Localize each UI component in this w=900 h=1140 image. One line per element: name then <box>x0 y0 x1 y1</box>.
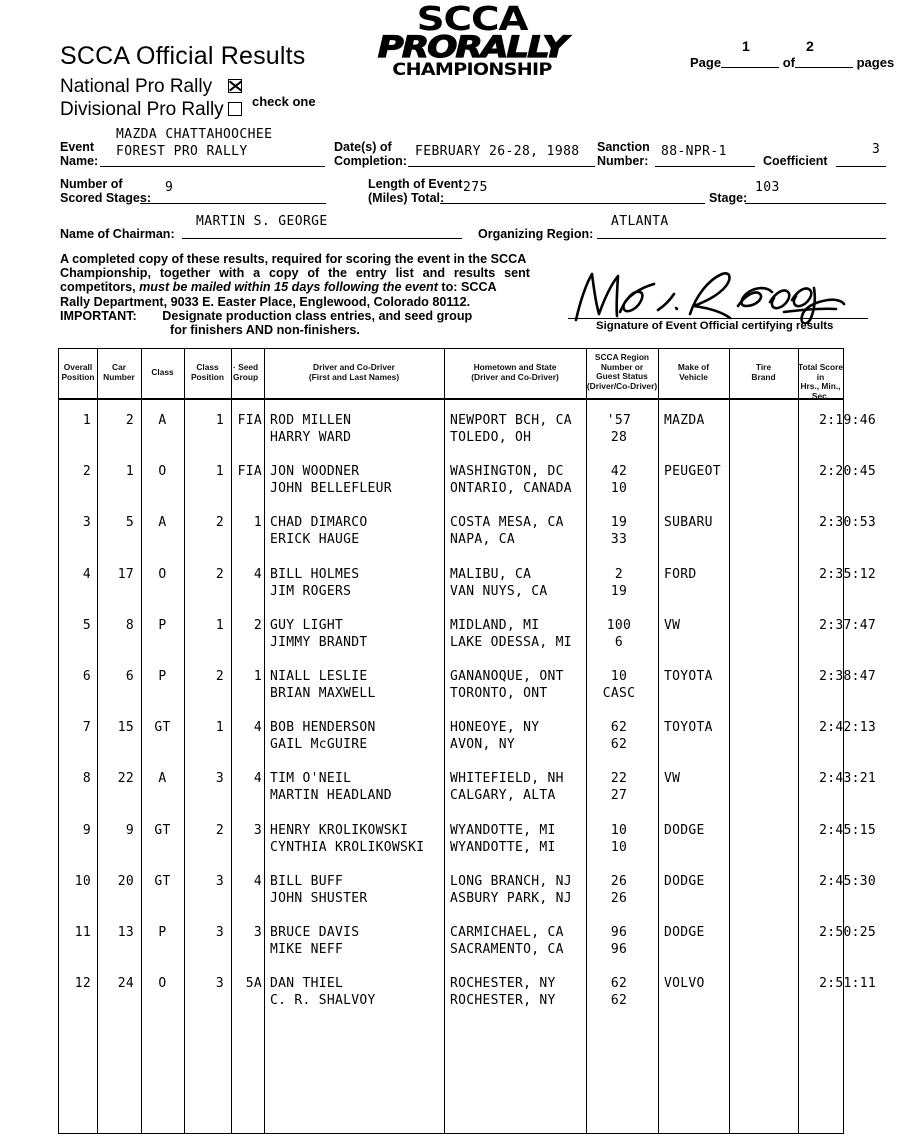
cell-codriver-name: MARTIN HEADLAND <box>270 788 392 804</box>
cell-codriver-name: HARRY WARD <box>270 430 352 445</box>
cell-class-position: 1 <box>215 720 224 736</box>
cell-class: O <box>158 464 167 480</box>
cell-driver-name: TIM O'NEIL <box>270 771 352 787</box>
cell-driver-hometown: LONG BRANCH, NJ <box>450 873 572 889</box>
cell-driver-hometown: MALIBU, CA <box>450 566 532 582</box>
cell-car-number: 5 <box>125 515 134 531</box>
cell-codriver-region: 33 <box>610 532 628 548</box>
notice-line-6: for finishers AND non-finishers. <box>170 323 360 338</box>
cell-class: O <box>158 976 167 992</box>
cell-overall-position: 5 <box>82 617 91 633</box>
column-header-class-position: Class Position <box>190 362 225 382</box>
cell-driver-hometown: ROCHESTER, NY <box>450 976 556 992</box>
stage-label: Stage: <box>709 191 748 205</box>
cell-class: P <box>158 925 167 940</box>
cell-driver-name: NIALL LESLIE <box>270 669 368 684</box>
notice-line-3-emphasis: must be mailed within 15 days following the event <box>139 280 438 295</box>
cell-driver-hometown: CARMICHAEL, CA <box>450 925 564 940</box>
cell-driver-region: 10 <box>610 669 628 684</box>
cell-class-position: 3 <box>215 976 224 992</box>
event-name-label-line2: Name: <box>60 154 99 168</box>
cell-total-score: 2:20:45 <box>819 464 876 480</box>
cell-driver-region: 100 <box>606 617 632 633</box>
signature-caption: Signature of Event Official certifying results <box>596 320 834 332</box>
cell-codriver-name: C. R. SHALVOY <box>270 993 376 1009</box>
column-header-drivers: Driver and Co-Driver (First and Last Names) <box>308 362 400 382</box>
cell-total-score: 2:38:47 <box>819 669 876 684</box>
cell-class: GT <box>154 822 171 838</box>
cell-total-score: 2:19:46 <box>819 413 876 428</box>
cell-codriver-name: CYNTHIA KROLIKOWSKI <box>270 839 425 855</box>
cell-codriver-region: 6 <box>614 634 624 650</box>
page-counter <box>690 55 894 70</box>
cell-vehicle-make: TOYOTA <box>664 720 713 736</box>
cell-vehicle-make: MAZDA <box>664 413 705 428</box>
cell-vehicle-make: VOLVO <box>664 976 705 992</box>
page-label: Page <box>690 55 722 70</box>
cell-vehicle-make: VW <box>664 617 681 633</box>
cell-vehicle-make: FORD <box>664 566 697 582</box>
cell-car-number: 13 <box>117 925 134 940</box>
cell-class-position: 2 <box>215 822 224 838</box>
cell-driver-hometown: HONEOYE, NY <box>450 720 540 736</box>
cell-class-position: 2 <box>215 515 224 531</box>
label-national-pro-rally: National Pro Rally <box>60 76 213 97</box>
cell-driver-hometown: COSTA MESA, CA <box>450 515 564 531</box>
sanction-label-line2: Number: <box>597 154 649 168</box>
cell-total-score: 2:50:25 <box>819 925 876 940</box>
cell-driver-region: 10 <box>610 822 628 838</box>
cell-driver-hometown: WYANDOTTE, MI <box>450 822 556 838</box>
cell-codriver-hometown: AVON, NY <box>450 737 516 753</box>
chairman-value: MARTIN S. GEORGE <box>196 214 328 229</box>
page-title: SCCA Official Results <box>60 42 306 70</box>
notice-line-3-c: to: SCCA <box>441 280 497 295</box>
cell-total-score: 2:45:15 <box>819 822 876 838</box>
cell-seed-group: 3 <box>253 822 262 838</box>
cell-total-score: 2:45:30 <box>819 873 876 889</box>
signature-line <box>568 318 868 319</box>
event-name-value-line1: MAZDA CHATTAHOOCHEE <box>116 127 273 142</box>
cell-car-number: 22 <box>117 771 134 787</box>
sanction-value: 88-NPR-1 <box>661 144 727 159</box>
event-name-label-line1: Event <box>60 140 95 154</box>
column-header-total-score: Total Score in Hrs., Min., Sec. <box>798 362 843 401</box>
cell-car-number: 20 <box>117 873 134 889</box>
cell-driver-name: BRUCE DAVIS <box>270 925 360 940</box>
cell-class-position: 2 <box>215 566 224 582</box>
cell-codriver-hometown: ASBURY PARK, NJ <box>450 890 572 906</box>
cell-overall-position: 12 <box>74 976 91 992</box>
coefficient-value: 3 <box>872 142 881 157</box>
column-header-car-number: Car Number <box>103 362 135 382</box>
col-divider-9 <box>729 349 730 1133</box>
cell-driver-region: '57 <box>606 413 632 428</box>
cell-class: GT <box>154 720 171 736</box>
cell-overall-position: 10 <box>74 873 91 889</box>
cell-driver-name: GUY LIGHT <box>270 617 344 633</box>
cell-codriver-region: 62 <box>610 993 628 1009</box>
notice-line-4: Rally Department, 9033 E. Easter Place, Englewood, Colorado 80112. <box>60 294 471 309</box>
cell-class: P <box>158 617 167 633</box>
scored-stages-value: 9 <box>165 180 174 195</box>
col-divider-6 <box>444 349 445 1133</box>
scca-prorally-championship-logo <box>372 0 572 82</box>
sanction-label-line1: Sanction <box>597 140 650 154</box>
cell-class-position: 3 <box>215 771 224 787</box>
cell-codriver-hometown: SACRAMENTO, CA <box>450 942 564 957</box>
check-x-icon <box>229 80 241 92</box>
cell-vehicle-make: PEUGEOT <box>664 464 721 480</box>
notice-line-2: Championship, together with a copy of the entry list and results sent <box>60 266 530 281</box>
cell-overall-position: 2 <box>82 464 91 480</box>
cell-codriver-name: JOHN BELLEFLEUR <box>270 481 392 497</box>
cell-codriver-hometown: TOLEDO, OH <box>450 430 532 445</box>
cell-total-score: 2:37:47 <box>819 617 876 633</box>
notice-important-label: IMPORTANT: <box>60 308 137 323</box>
cell-driver-name: BILL BUFF <box>270 873 344 889</box>
column-header-scca-region: SCCA Region Number or Guest Status (Driver/Co-Driver) <box>586 352 658 391</box>
cell-total-score: 2:51:11 <box>819 976 876 992</box>
cell-class: A <box>158 771 167 787</box>
cell-overall-position: 6 <box>82 669 91 684</box>
logo-text-championship: CHAMPIONSHIP <box>392 60 552 80</box>
column-header-overall-position: Overall Position <box>61 362 95 382</box>
cell-overall-position: 1 <box>82 413 91 428</box>
event-name-value-line2: FOREST PRO RALLY <box>116 144 248 159</box>
organizing-region-value: ATLANTA <box>611 214 669 229</box>
cell-driver-region: 62 <box>610 976 628 992</box>
cell-codriver-hometown: NAPA, CA <box>450 532 516 548</box>
column-header-class: Class <box>151 367 174 377</box>
chairman-label: Name of Chairman: <box>60 227 175 241</box>
length-label-line2: (Miles) Total: <box>368 191 445 205</box>
cell-codriver-region: 10 <box>610 481 628 497</box>
cell-driver-hometown: MIDLAND, MI <box>450 617 540 633</box>
cell-car-number: 17 <box>117 566 134 582</box>
cell-vehicle-make: DODGE <box>664 822 705 838</box>
cell-car-number: 15 <box>117 720 134 736</box>
cell-class-position: 3 <box>215 873 224 889</box>
cell-class-position: 2 <box>215 669 224 684</box>
cell-codriver-region: 27 <box>610 788 628 804</box>
cell-vehicle-make: SUBARU <box>664 515 713 531</box>
cell-car-number: 8 <box>125 617 134 633</box>
cell-total-score: 2:43:21 <box>819 771 876 787</box>
cell-overall-position: 7 <box>82 720 91 736</box>
cell-class: P <box>158 669 167 684</box>
cell-codriver-hometown: CALGARY, ALTA <box>450 788 556 804</box>
cell-codriver-name: MIKE NEFF <box>270 942 344 957</box>
cell-codriver-region: 28 <box>610 430 628 445</box>
cell-total-score: 2:30:53 <box>819 515 876 531</box>
cell-car-number: 9 <box>125 822 134 838</box>
cell-seed-group: FIA <box>237 413 262 428</box>
cell-vehicle-make: DODGE <box>664 925 705 940</box>
cell-class-position: 3 <box>215 925 224 940</box>
cell-class: O <box>158 566 167 582</box>
label-divisional-pro-rally: Divisional Pro Rally <box>60 99 224 120</box>
cell-codriver-region: CASC <box>602 686 636 701</box>
cell-seed-group: 4 <box>253 566 262 582</box>
cell-overall-position: 8 <box>82 771 91 787</box>
page-of-label: of <box>782 55 795 70</box>
scored-stages-label-line1: Number of <box>60 177 123 191</box>
cell-seed-group: 2 <box>253 617 262 633</box>
cell-codriver-region: 96 <box>610 942 628 957</box>
cell-codriver-region: 62 <box>610 737 628 753</box>
column-header-tire-brand: Tire Brand <box>751 362 776 382</box>
column-header-seed-group: · Seed Group <box>233 362 259 382</box>
cell-overall-position: 11 <box>74 925 91 940</box>
cell-vehicle-make: TOYOTA <box>664 669 713 684</box>
notice-line-5 <box>60 309 530 323</box>
cell-class: GT <box>154 873 171 889</box>
cell-seed-group: FIA <box>237 464 262 480</box>
notice-line-1: A completed copy of these results, required for scoring the event in the SCCA <box>60 252 527 266</box>
notice-line-3-a: competitors, <box>60 280 136 295</box>
cell-codriver-hometown: ONTARIO, CANADA <box>450 481 572 497</box>
cell-driver-name: BILL HOLMES <box>270 566 360 582</box>
cell-driver-name: HENRY KROLIKOWSKI <box>270 822 409 838</box>
coefficient-label: Coefficient <box>763 154 828 168</box>
cell-codriver-name: JIM ROGERS <box>270 583 352 599</box>
cell-driver-region: 62 <box>610 720 628 736</box>
cell-codriver-region: 26 <box>610 890 628 906</box>
cell-codriver-name: JIMMY BRANDT <box>270 634 368 650</box>
cell-seed-group: 1 <box>253 515 262 531</box>
cell-driver-region: 22 <box>610 771 628 787</box>
cell-codriver-hometown: LAKE ODESSA, MI <box>450 634 572 650</box>
cell-codriver-region: 19 <box>610 583 628 599</box>
cell-driver-hometown: WASHINGTON, DC <box>450 464 564 480</box>
notice-line-3 <box>60 280 530 294</box>
col-divider-8 <box>658 349 659 1133</box>
cell-driver-region: 26 <box>610 873 628 889</box>
cell-driver-name: CHAD DIMARCO <box>270 515 368 531</box>
cell-vehicle-make: VW <box>664 771 681 787</box>
cell-seed-group: 4 <box>253 873 262 889</box>
cell-driver-hometown: WHITEFIELD, NH <box>450 771 564 787</box>
cell-codriver-region: 10 <box>610 839 628 855</box>
cell-driver-region: 42 <box>610 464 628 480</box>
checkbox-divisional-pro-rally[interactable] <box>228 102 242 116</box>
check-one-hint: check one <box>252 94 316 109</box>
scored-stages-label-line2: Scored Stages: <box>60 191 152 205</box>
cell-driver-hometown: GANANOQUE, ONT <box>450 669 564 684</box>
cell-class-position: 1 <box>215 617 224 633</box>
cell-car-number: 2 <box>125 413 134 428</box>
cell-codriver-name: JOHN SHUSTER <box>270 890 368 906</box>
cell-total-score: 2:35:12 <box>819 566 876 582</box>
cell-driver-region: 19 <box>610 515 628 531</box>
cell-total-score: 2:42:13 <box>819 720 876 736</box>
date-value: FEBRUARY 26-28, 1988 <box>415 144 580 159</box>
date-label-line1: Date(s) of <box>334 140 392 154</box>
mailing-notice <box>60 252 530 337</box>
cell-overall-position: 4 <box>82 566 91 582</box>
cell-driver-hometown: NEWPORT BCH, CA <box>450 413 572 428</box>
logo-text-scca: SCCA <box>416 0 528 38</box>
cell-driver-name: DAN THIEL <box>270 976 344 992</box>
page-pages-label: pages <box>856 55 895 70</box>
header-bottom-rule <box>59 398 843 400</box>
cell-codriver-hometown: VAN NUYS, CA <box>450 583 548 599</box>
results-table <box>58 348 876 1134</box>
cell-driver-region: 96 <box>610 925 628 940</box>
notice-important-text: Designate production class entries, and seed group <box>162 308 473 323</box>
cell-codriver-name: GAIL McGUIRE <box>270 737 368 753</box>
length-label-line1: Length of Event <box>368 177 463 191</box>
column-header-hometown: Hometown and State (Driver and Co-Driver) <box>471 362 559 382</box>
logo-text-prorally: PRORALLY <box>377 30 567 64</box>
page-total-value: 2 <box>806 38 814 54</box>
date-label-line2: Completion: <box>334 154 407 168</box>
cell-seed-group: 4 <box>253 720 262 736</box>
cell-car-number: 24 <box>117 976 134 992</box>
cell-vehicle-make: DODGE <box>664 873 705 889</box>
cell-codriver-name: ERICK HAUGE <box>270 532 360 548</box>
length-value: 275 <box>463 180 488 195</box>
checkbox-national-pro-rally[interactable] <box>228 79 242 93</box>
cell-seed-group: 1 <box>253 669 262 684</box>
cell-seed-group: 5A <box>245 976 262 992</box>
cell-class-position: 1 <box>215 464 224 480</box>
col-divider-5 <box>264 349 265 1133</box>
cell-class-position: 1 <box>215 413 224 428</box>
organizing-region-label: Organizing Region: <box>478 227 594 241</box>
cell-seed-group: 4 <box>253 771 262 787</box>
cell-overall-position: 3 <box>82 515 91 531</box>
cell-driver-name: JON WOODNER <box>270 464 360 480</box>
official-signature <box>570 268 870 324</box>
cell-driver-region: 2 <box>614 566 624 582</box>
page-number-value: 1 <box>742 38 750 54</box>
stage-value: 103 <box>755 180 780 195</box>
cell-codriver-name: BRIAN MAXWELL <box>270 686 376 701</box>
cell-class: A <box>158 515 167 531</box>
cell-car-number: 6 <box>125 669 134 684</box>
cell-driver-name: BOB HENDERSON <box>270 720 376 736</box>
cell-codriver-hometown: TORONTO, ONT <box>450 686 548 701</box>
cell-codriver-hometown: ROCHESTER, NY <box>450 993 556 1009</box>
column-header-make: Make of Vehicle <box>677 362 710 382</box>
cell-driver-name: ROD MILLEN <box>270 413 352 428</box>
cell-car-number: 1 <box>125 464 134 480</box>
cell-overall-position: 9 <box>82 822 91 838</box>
cell-codriver-hometown: WYANDOTTE, MI <box>450 839 556 855</box>
cell-class: A <box>158 413 167 428</box>
cell-seed-group: 3 <box>253 925 262 940</box>
